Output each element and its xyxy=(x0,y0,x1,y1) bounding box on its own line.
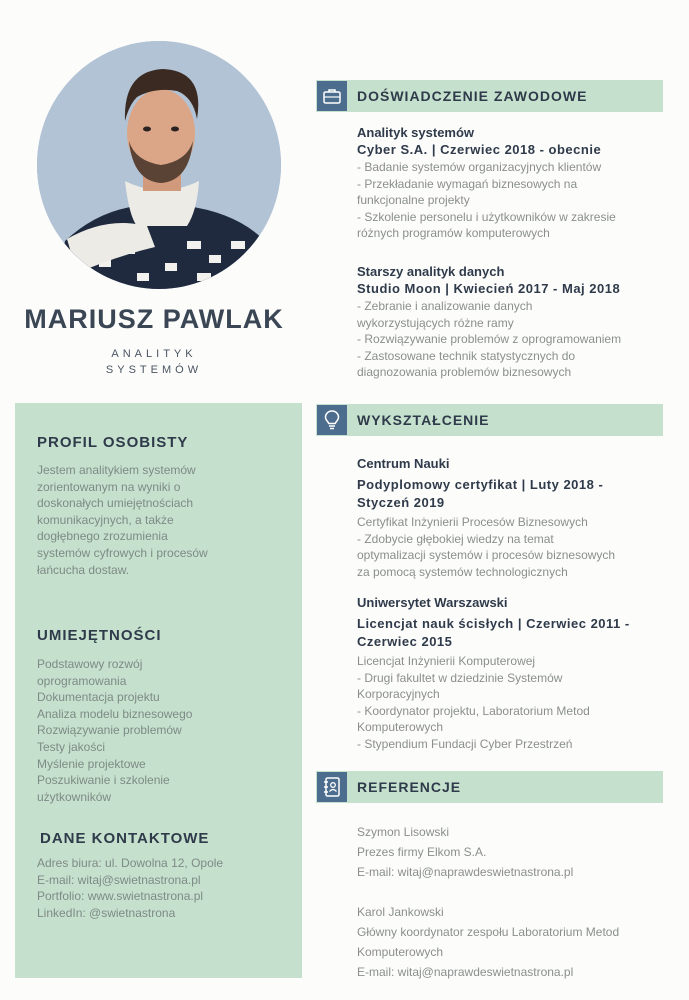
contact-list xyxy=(37,855,223,921)
job-duty: - Rozwiązywanie problemów z oprogramowaniem xyxy=(357,332,622,346)
reference-position: Główny koordynator zespołu Laboratorium Metod xyxy=(357,925,620,939)
person-title xyxy=(0,346,308,378)
lightbulb-icon xyxy=(317,405,347,435)
profile-line: doskonałych umiejętnościach xyxy=(37,496,194,511)
contact-linkedin: LinkedIn: @swietnastrona xyxy=(37,905,176,920)
degree-line: Licencjat nauk ścisłych | Czerwiec 2011 - xyxy=(357,616,630,631)
experience-section-bar xyxy=(316,80,663,112)
education-detail: Korporacyjnych xyxy=(357,687,440,701)
education-details xyxy=(357,514,615,580)
profile-line: dogłębnego zrozumienia xyxy=(37,529,168,544)
skill-item: oprogramowania xyxy=(37,673,127,688)
education-details xyxy=(357,653,630,752)
experience-heading: DOŚWIADCZENIE ZAWODOWE xyxy=(357,88,588,104)
education-detail: optymalizacji systemów i procesów biznesowych xyxy=(357,548,616,562)
education-entry xyxy=(357,456,615,580)
contact-portfolio: Portfolio: www.swietnastrona.pl xyxy=(37,889,204,904)
reference-name: Szymon Lisowski xyxy=(357,825,450,839)
job-duty: funkcjonalne projekty xyxy=(357,193,470,207)
education-detail: Komputerowych xyxy=(357,720,444,734)
skill-item: Dokumentacja projektu xyxy=(37,690,160,705)
profile-line: Jestem analitykiem systemów xyxy=(37,463,196,477)
references-section-bar xyxy=(316,771,663,803)
profile-line: łańcucha dostaw. xyxy=(37,562,130,577)
education-detail: za pomocą systemów technologicznych xyxy=(357,564,568,579)
education-detail: - Stypendium Fundacji Cyber Przestrzeń xyxy=(357,736,573,751)
contact-heading: DANE KONTAKTOWE xyxy=(40,830,210,847)
job-duty: - Badanie systemów organizacyjnych klientów xyxy=(357,160,602,174)
reference-entry xyxy=(357,822,573,882)
job-duty: - Zastosowane technik statystycznych do xyxy=(357,348,576,363)
degree-line: Podyplomowy certyfikat | Luty 2018 - xyxy=(357,477,604,492)
skill-item: Testy jakości xyxy=(37,739,106,754)
references-heading: REFERENCJE xyxy=(357,779,462,795)
reference-entry xyxy=(357,902,619,982)
profile-line: komunikacyjnych, a także xyxy=(37,512,174,527)
sidebar-panel xyxy=(15,403,302,978)
address-book-icon xyxy=(317,772,347,802)
skill-item: Rozwiązywanie problemów xyxy=(37,723,182,738)
skills-heading: UMIEJĘTNOŚCI xyxy=(37,627,162,644)
job-company: Cyber S.A. | Czerwiec 2018 - obecnie xyxy=(357,142,602,157)
skills-list xyxy=(37,656,192,805)
school-name: Centrum Nauki xyxy=(357,456,450,471)
reference-position: Komputerowych xyxy=(357,945,444,959)
profile-line: zorientowanym na wyniki o xyxy=(37,479,181,494)
education-detail: - Koordynator projektu, Laboratorium Metod xyxy=(357,703,590,718)
profile-text xyxy=(37,462,208,578)
skill-item: Podstawowy rozwój xyxy=(37,657,143,671)
job-role: Starszy analityk danych xyxy=(357,264,505,279)
profile-line: systemów cyfrowych i procesów xyxy=(37,545,208,560)
skill-item: Analiza modelu biznesowego xyxy=(37,706,193,721)
contact-address: Adres biura: ul. Dowolna 12, Opole xyxy=(37,856,224,870)
contact-email: E-mail: witaj@swietnastrona.pl xyxy=(37,872,201,887)
briefcase-icon xyxy=(317,81,347,111)
degree-line: Styczeń 2019 xyxy=(357,495,445,510)
skill-item: Poszukiwanie i szkolenie xyxy=(37,773,170,788)
job-duty: - Przekładanie wymagań biznesowych na xyxy=(357,176,578,191)
reference-position: Prezes firmy Elkom S.A. xyxy=(357,845,487,859)
skill-item: użytkowników xyxy=(37,789,112,804)
reference-name: Karol Jankowski xyxy=(357,905,444,919)
education-heading: WYKSZTAŁCENIE xyxy=(357,412,490,428)
education-detail: - Drugi fakultet w dziedzinie Systemów xyxy=(357,670,563,685)
job-duty: różnych programów komputerowych xyxy=(357,226,550,240)
education-detail: Licencjat Inżynierii Komputerowej xyxy=(357,654,536,668)
education-section-bar xyxy=(316,404,663,436)
job-entry xyxy=(357,264,621,381)
job-company: Studio Moon | Kwiecień 2017 - Maj 2018 xyxy=(357,281,621,296)
job-entry xyxy=(357,125,616,242)
job-duty: diagnozowania problemów biznesowych xyxy=(357,365,572,379)
person-name: MARIUSZ PAWLAK xyxy=(24,304,284,334)
education-detail: - Zdobycie głębokiej wiedzy na temat xyxy=(357,531,554,546)
skill-item: Myślenie projektowe xyxy=(37,756,146,771)
school-name: Uniwersytet Warszawski xyxy=(357,595,508,610)
education-detail: Certyfikat Inżynierii Procesów Biznesowych xyxy=(357,515,588,529)
education-entry xyxy=(357,595,630,752)
job-duty: - Zebranie i analizowanie danych xyxy=(357,299,533,313)
job-duty: wykorzystujących różne ramy xyxy=(357,315,514,330)
reference-email: E-mail: witaj@naprawdeswietnastrona.pl xyxy=(357,865,574,879)
job-duty: - Szkolenie personelu i użytkowników w zakresie xyxy=(357,209,616,224)
job-role: Analityk systemów xyxy=(357,125,475,140)
profile-photo xyxy=(37,41,281,289)
reference-email: E-mail: witaj@naprawdeswietnastrona.pl xyxy=(357,965,574,979)
job-duties xyxy=(357,159,616,242)
person-title-line2: SYSTEMÓW xyxy=(105,364,203,376)
job-duties xyxy=(357,298,621,381)
profile-heading: PROFIL OSOBISTY xyxy=(37,434,189,451)
person-title-line1: ANALITYK xyxy=(111,348,197,360)
degree-line: Czerwiec 2015 xyxy=(357,634,453,649)
